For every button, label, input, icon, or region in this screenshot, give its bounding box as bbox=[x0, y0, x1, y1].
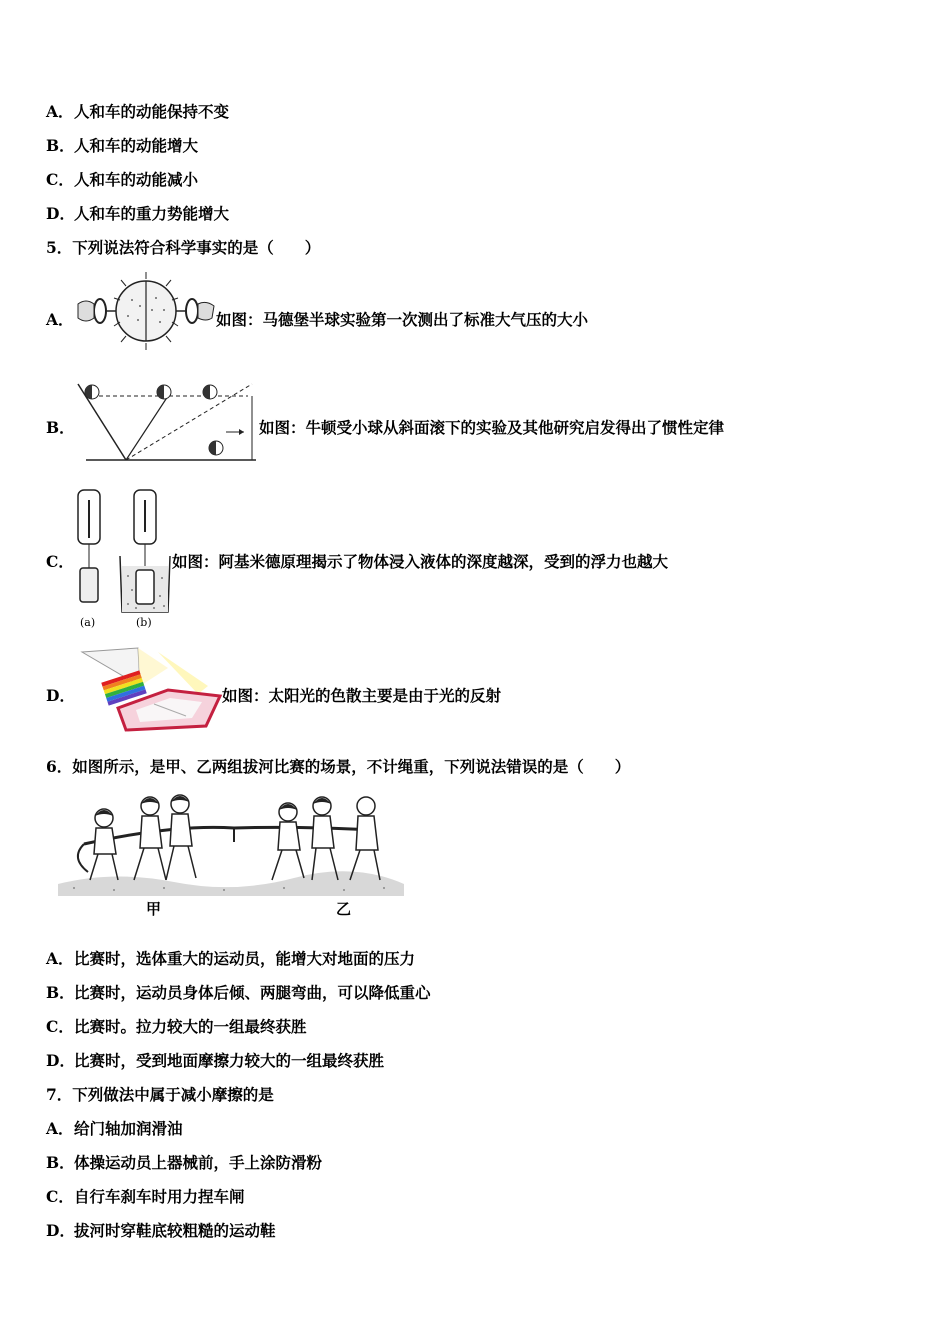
inclined-plane-figure bbox=[76, 380, 258, 464]
fig-c-label-b: (b) bbox=[136, 616, 152, 629]
q5-stem: 5．下列说法符合科学事实的是（ ） bbox=[46, 238, 321, 257]
q5-option-b-letter: B． bbox=[46, 418, 75, 437]
q7-option-d: D．拔河时穿鞋底较粗糙的运动鞋 bbox=[46, 1221, 276, 1240]
q4-option-b: B．人和车的动能增大 bbox=[46, 136, 199, 155]
spring-scale-buoyancy-figure bbox=[70, 486, 172, 630]
q5-option-c-text: 如图：阿基米德原理揭示了物体浸入液体的深度越深，受到的浮力也越大 bbox=[172, 552, 669, 571]
q7-stem: 7．下列做法中属于减小摩擦的是 bbox=[46, 1085, 274, 1104]
tug-of-war-figure bbox=[54, 784, 406, 922]
q5-option-b-text: 如图：牛顿受小球从斜面滚下的实验及其他研究启发得出了惯性定律 bbox=[259, 418, 725, 437]
fig-label-jia: 甲 bbox=[146, 900, 162, 918]
q4-option-d: D．人和车的重力势能增大 bbox=[46, 204, 230, 223]
q4-option-c: C．人和车的动能减小 bbox=[46, 170, 199, 189]
q5-option-a-letter: A． bbox=[46, 310, 74, 329]
magdeburg-hemispheres-figure bbox=[76, 270, 216, 352]
q5-option-c-letter: C． bbox=[46, 552, 74, 571]
fig-label-yi: 乙 bbox=[336, 900, 352, 918]
q6-option-d: D．比赛时，受到地面摩擦力较大的一组最终获胜 bbox=[46, 1051, 385, 1070]
q6-option-c: C．比赛时。拉力较大的一组最终获胜 bbox=[46, 1017, 307, 1036]
fig-c-label-a: (a) bbox=[80, 616, 96, 629]
q6-stem: 6．如图所示，是甲、乙两组拔河比赛的场景，不计绳重，下列说法错误的是（ ） bbox=[46, 757, 631, 776]
q7-option-a: A．给门轴加润滑油 bbox=[46, 1119, 183, 1138]
q7-option-b: B．体操运动员上器械前，手上涂防滑粉 bbox=[46, 1153, 323, 1172]
prism-dispersion-figure bbox=[78, 646, 224, 732]
q6-option-a: A．比赛时，选体重大的运动员，能增大对地面的压力 bbox=[46, 949, 416, 968]
q5-option-a-text: 如图：马德堡半球实验第一次测出了标准大气压的大小 bbox=[216, 310, 589, 329]
q5-option-d-text: 如图：太阳光的色散主要是由于光的反射 bbox=[222, 686, 502, 705]
q5-option-d-letter: D． bbox=[46, 686, 75, 705]
q7-option-c: C．自行车刹车时用力捏车闸 bbox=[46, 1187, 245, 1206]
q6-option-b: B．比赛时，运动员身体后倾、两腿弯曲，可以降低重心 bbox=[46, 983, 431, 1002]
q4-option-a: A．人和车的动能保持不变 bbox=[46, 102, 230, 121]
